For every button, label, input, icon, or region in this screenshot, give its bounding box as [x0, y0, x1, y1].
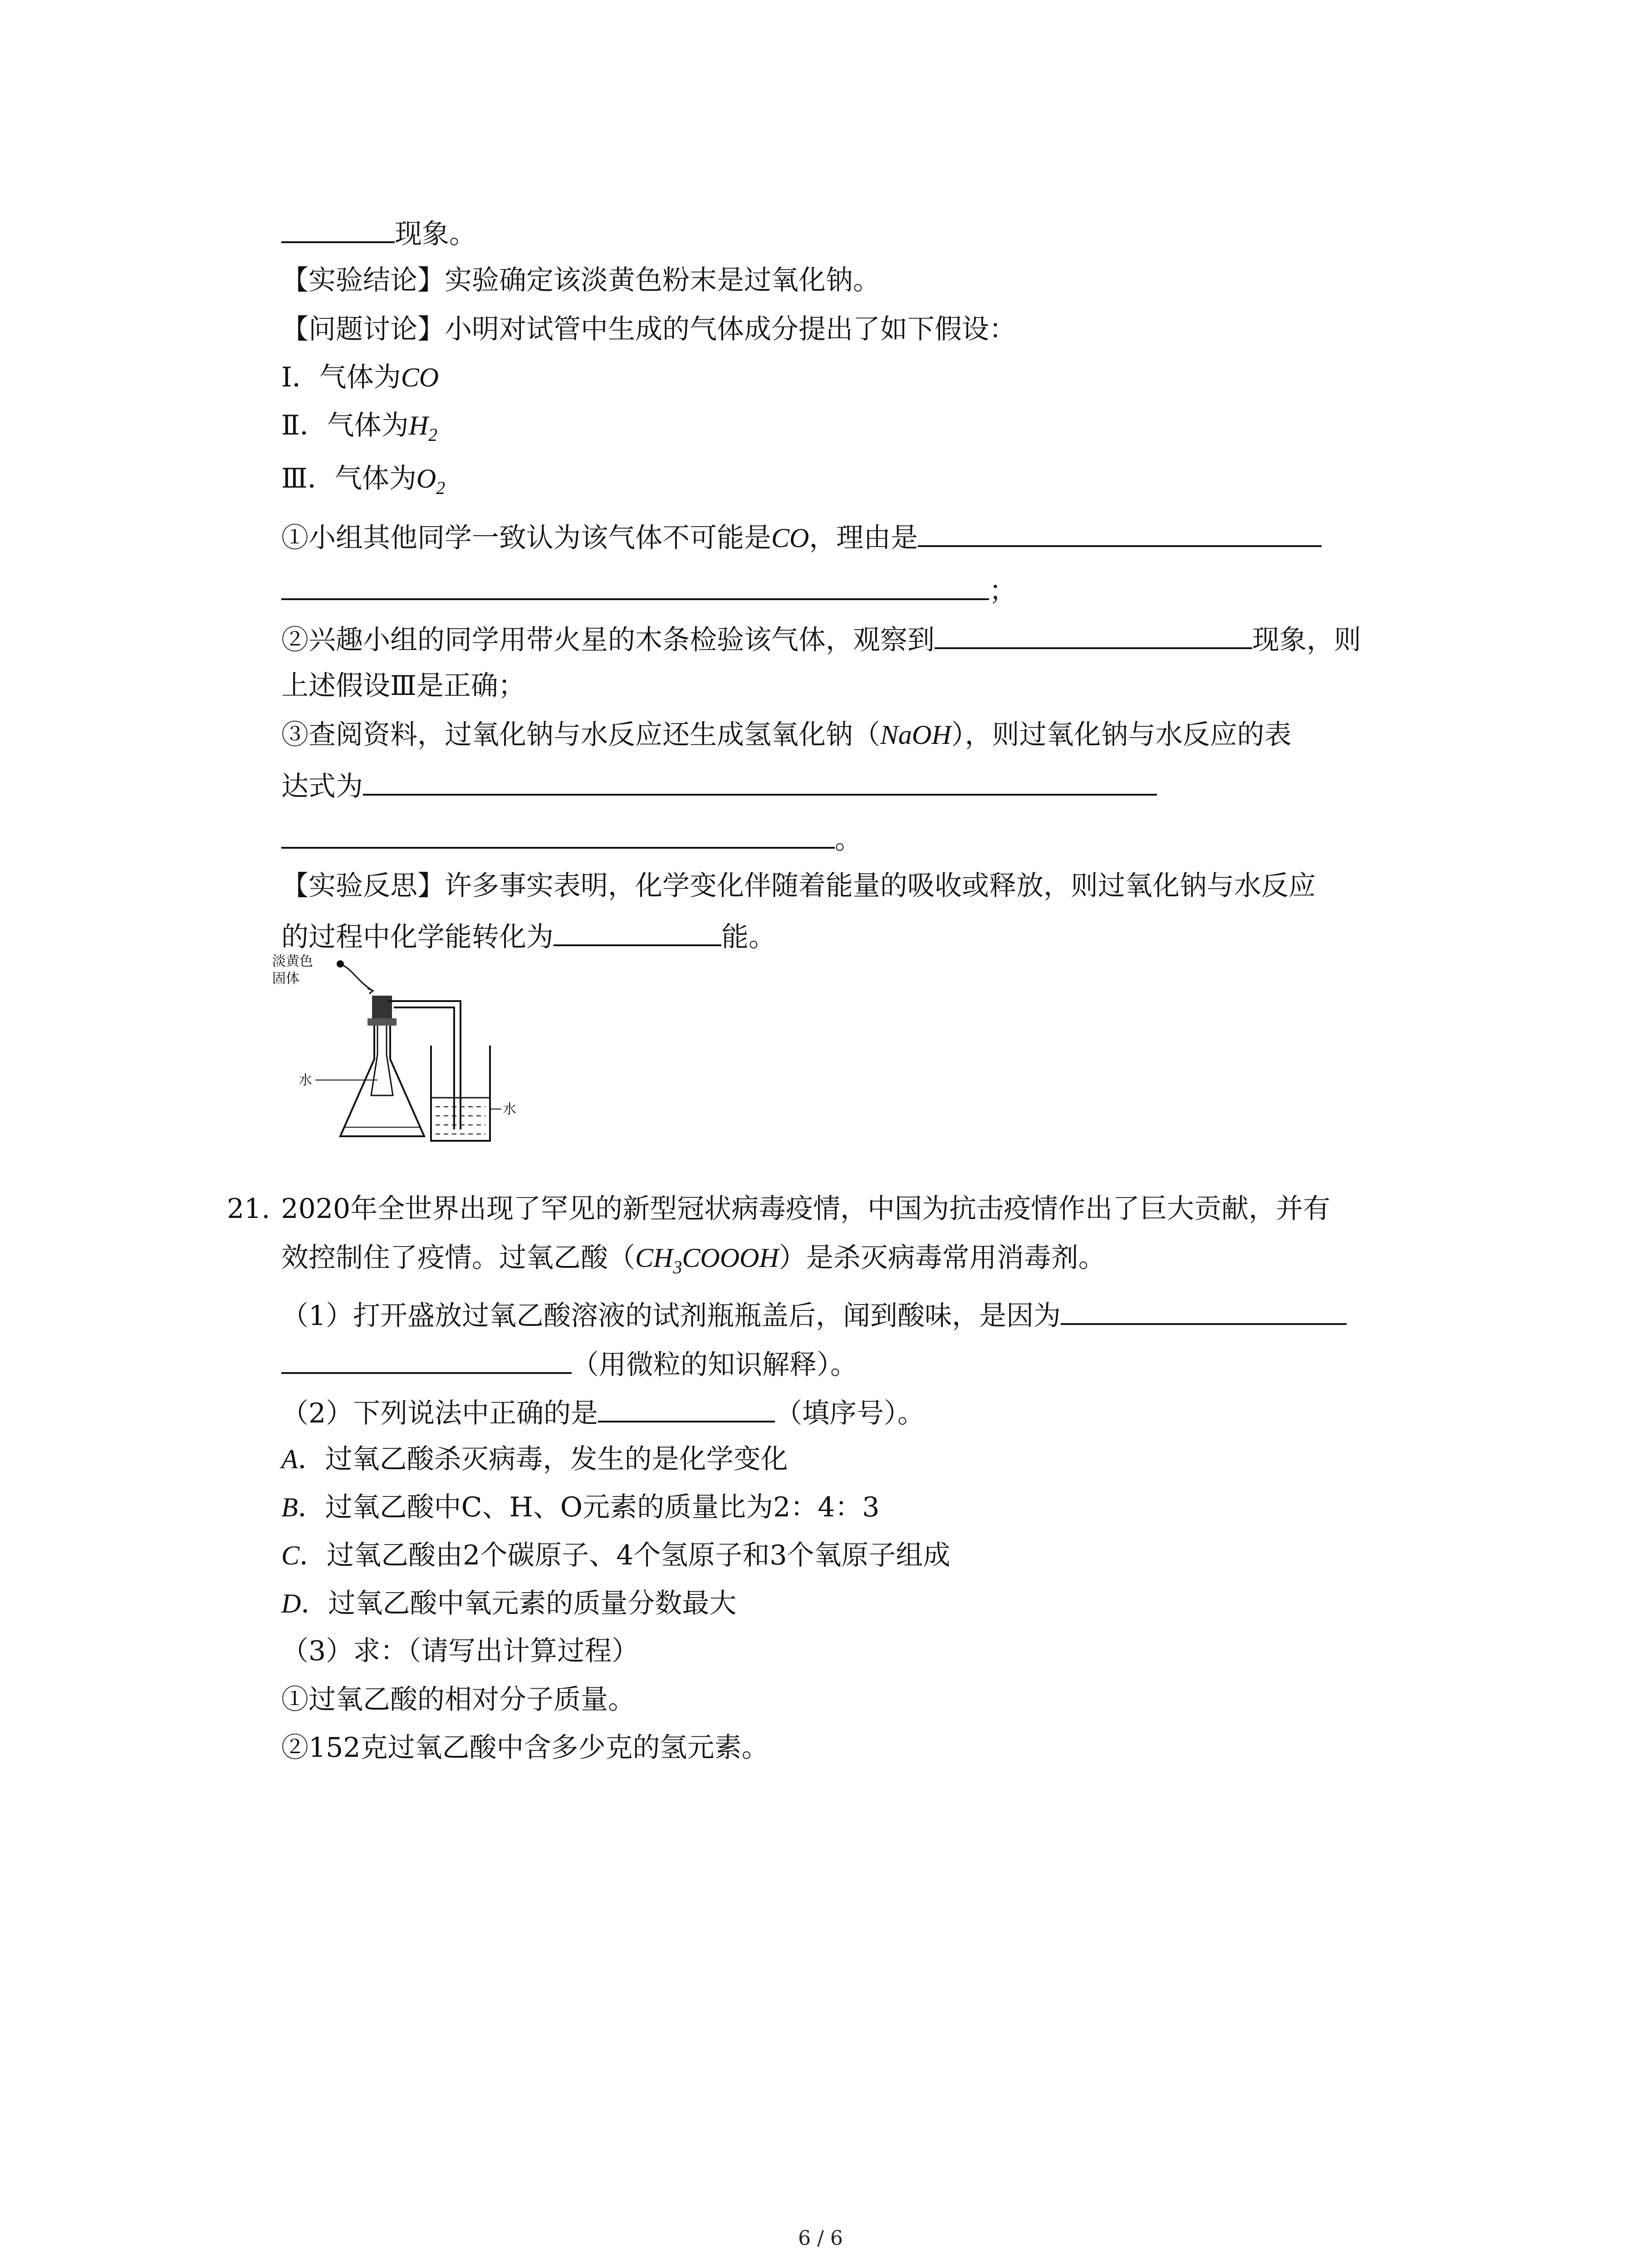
- question-2-continued: [281, 668, 525, 704]
- part-text: ①过氧乙酸的相对分子质量。: [281, 1684, 635, 1716]
- question-text: ，理由是: [809, 522, 918, 554]
- figure-label-water: 水: [503, 1101, 516, 1117]
- part-3-line: [281, 1633, 639, 1669]
- answer-blank[interactable]: [281, 213, 395, 243]
- punctuation: 。: [835, 824, 862, 855]
- answer-blank[interactable]: [363, 766, 1157, 796]
- option-d: [281, 1585, 736, 1622]
- question-21-stem: [227, 1191, 1330, 1227]
- answer-blank[interactable]: [281, 1344, 572, 1374]
- part-3-item-1: [281, 1681, 635, 1718]
- question-text: 达式为: [281, 771, 363, 802]
- option-text: ．过氧乙酸中C、H、O元素的质量比为2：4：3: [298, 1491, 880, 1523]
- answer-blank[interactable]: [935, 619, 1252, 649]
- question-2-line: [281, 619, 1361, 658]
- question-text: ），则过氧化钠与水反应的表: [951, 719, 1292, 751]
- apparatus-figure: [272, 950, 563, 1150]
- question-3-continued: [281, 766, 1157, 805]
- formula: O: [416, 464, 436, 494]
- formula-subscript: 2: [436, 478, 446, 498]
- option-text: ．过氧乙酸中氧元素的质量分数最大: [301, 1588, 737, 1619]
- question-text: 现象，则: [1252, 624, 1361, 656]
- part-text: ②152克过氧乙酸中含多少克的氢元素。: [281, 1732, 769, 1764]
- option-letter: A: [281, 1444, 298, 1474]
- part-text: （1）打开盛放过氧乙酸溶液的试剂瓶瓶盖后，闻到酸味，是因为: [281, 1300, 1061, 1332]
- option-text: ．过氧乙酸杀灭病毒，发生的是化学变化: [298, 1443, 788, 1475]
- hypothesis-1: [281, 359, 439, 396]
- discussion-line: [281, 311, 1016, 347]
- question-text: 上述假设Ⅲ是正确；: [281, 670, 525, 702]
- answer-blank[interactable]: [1061, 1295, 1347, 1325]
- phenomenon-line: [281, 213, 476, 252]
- conical-flask: [340, 1026, 424, 1136]
- formula: CO: [771, 523, 809, 553]
- question-text: ①小组其他同学一致认为该气体不可能是: [281, 522, 771, 554]
- part-1-continued: [281, 1344, 857, 1383]
- formula: CO: [401, 362, 439, 392]
- delivery-tube-inner: [394, 1007, 454, 1129]
- option-letter: C: [281, 1540, 300, 1570]
- question-1-continued: [281, 570, 1016, 609]
- part-text: （填序号）。: [775, 1398, 925, 1429]
- formula-subscript: 2: [428, 425, 438, 445]
- question-text: ）是杀灭病毒常用消毒剂。: [779, 1242, 1106, 1274]
- formula: NaOH: [880, 720, 951, 750]
- option-text: ．过氧乙酸由2个碳原子、4个氢原子和3个氧原子组成: [299, 1540, 950, 1571]
- formula-subscript: 3: [673, 1257, 682, 1277]
- conclusion-text: 实验确定该淡黄色粉末是过氧化钠。: [445, 264, 880, 296]
- part-3-item-2: [281, 1730, 769, 1766]
- hypothesis-text: 气体为: [334, 463, 416, 494]
- reflection-continued: [281, 916, 776, 955]
- section-tag: 【问题讨论】: [281, 313, 445, 345]
- formula: H: [408, 411, 429, 440]
- formula: CH: [635, 1243, 673, 1273]
- option-letter: D: [281, 1589, 301, 1618]
- question-text: ②兴趣小组的同学用带火星的木条检验该气体，观察到: [281, 624, 935, 656]
- answer-blank[interactable]: [554, 916, 721, 946]
- phenomenon-tail: 现象。: [395, 218, 476, 250]
- answer-blank[interactable]: [281, 570, 989, 600]
- figure-label-water: 水: [299, 1072, 312, 1088]
- section-tag: 【实验结论】: [281, 264, 445, 296]
- discussion-text: 小明对试管中生成的气体成分提出了如下假设：: [445, 313, 1016, 345]
- question-21-stem-continued: [281, 1240, 1106, 1276]
- hypothesis-text: 气体为: [319, 362, 401, 393]
- question-number: 21.: [227, 1193, 270, 1225]
- reflection-line: [281, 868, 1316, 904]
- stopper-ring: [367, 1018, 397, 1026]
- punctuation: ；: [989, 575, 1016, 607]
- conclusion-line: [281, 262, 880, 298]
- hypothesis-text: 气体为: [327, 410, 409, 441]
- hypothesis-number: Ⅰ．: [281, 362, 319, 393]
- hypothesis-number: Ⅱ．: [281, 410, 327, 441]
- question-text: 2020年全世界出现了罕见的新型冠状病毒疫情，中国为抗击疫情作出了巨大贡献，并有: [281, 1193, 1331, 1225]
- page-number: 6 / 6: [798, 2227, 843, 2250]
- option-letter: B: [281, 1492, 298, 1522]
- section-tag: 【实验反思】: [281, 870, 445, 902]
- question-text: 效控制住了疫情。过氧乙酸（: [281, 1242, 635, 1274]
- hypothesis-number: Ⅲ．: [281, 463, 335, 494]
- part-1-line: [281, 1295, 1347, 1334]
- question-text: ③查阅资料，过氧化钠与水反应还生成氢氧化钠（: [281, 719, 880, 751]
- arrow-head: [367, 988, 373, 994]
- question-3-end: [281, 819, 862, 858]
- answer-blank[interactable]: [281, 819, 835, 849]
- hypothesis-3: [281, 460, 445, 497]
- reflection-text: 的过程中化学能转化为: [281, 921, 554, 953]
- label-pointer-line: [340, 964, 372, 990]
- question-1-line: [281, 517, 1322, 556]
- hypothesis-2: [281, 407, 437, 444]
- part-text: （3）求：（请写出计算过程）: [281, 1635, 639, 1667]
- delivery-tube: [388, 1001, 460, 1129]
- question-3-line: [281, 717, 1292, 753]
- reflection-text: 许多事实表明，化学变化伴随着能量的吸收或释放，则过氧化钠与水反应: [445, 870, 1316, 902]
- part-text: （用微粒的知识解释）。: [572, 1349, 857, 1381]
- reflection-text: 能。: [721, 921, 776, 953]
- part-text: （2）下列说法中正确的是: [281, 1398, 598, 1429]
- figure-label-solid: 固体: [272, 971, 299, 987]
- answer-blank[interactable]: [598, 1393, 775, 1422]
- option-b: [281, 1489, 880, 1525]
- part-2-line: [281, 1393, 925, 1432]
- answer-blank[interactable]: [918, 517, 1322, 547]
- option-a: [281, 1441, 788, 1477]
- flask-stopper: [372, 996, 392, 1018]
- figure-label-solid: 淡黄色: [272, 953, 313, 969]
- formula: COOOH: [682, 1243, 779, 1273]
- option-c: [281, 1537, 950, 1574]
